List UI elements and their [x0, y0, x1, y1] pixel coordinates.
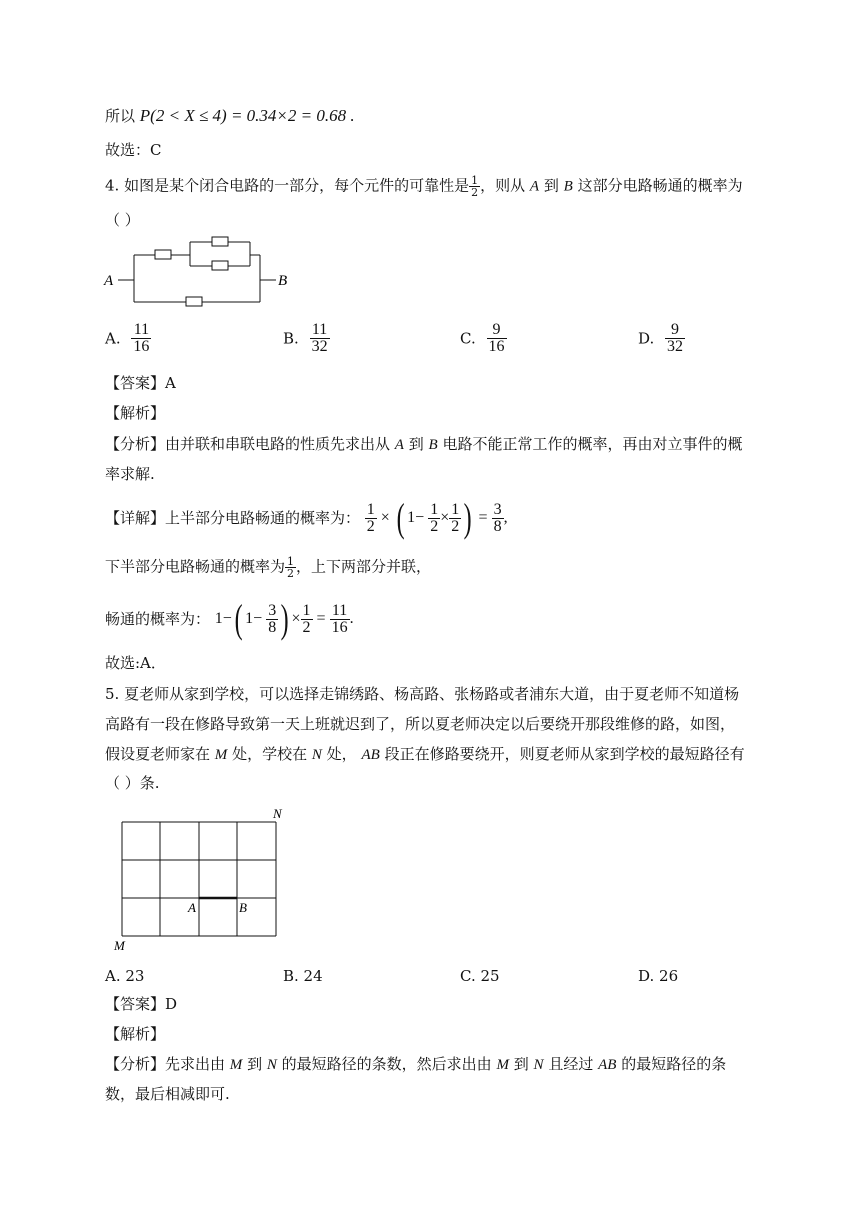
frac-den: 2 [471, 186, 479, 199]
option-label: A. [105, 329, 121, 348]
frac-den: 16 [331, 618, 348, 636]
q5-analysis-1 [105, 1054, 726, 1075]
q4-detail-upper [105, 495, 508, 541]
var-m: M [229, 1057, 243, 1073]
frac-num: 9 [665, 322, 685, 339]
so-text: 所以 [105, 107, 136, 125]
q4-paren: （ ） [105, 211, 140, 229]
text: 的最短路径的条 [621, 1055, 727, 1073]
grid-label-m: M [114, 938, 125, 953]
q5-line-1: 5. 夏老师从家到学校，可以选择走锦绣路、杨高路、张杨路或者浦东大道，由于夏老师不知道杨 [105, 685, 740, 703]
frac-num: 3 [268, 601, 277, 619]
q4-half-fraction [469, 175, 480, 198]
equals-sign: = [478, 509, 488, 526]
q4-answer: 【答案】A [105, 374, 176, 392]
frac-num: 1 [287, 555, 295, 568]
conclusion-line [105, 106, 355, 126]
frac-half [428, 502, 440, 535]
var-n: N [533, 1057, 544, 1073]
frac-den: 8 [268, 618, 277, 636]
probability-formula: P(2 < X ≤ 4) = 0.34×2 = 0.68 . [139, 106, 355, 125]
q4-stem [105, 175, 743, 198]
minus-sign: − [222, 610, 232, 627]
text: 到 [247, 1055, 263, 1073]
frac-den: 8 [493, 517, 502, 535]
q4-option-c [460, 322, 507, 355]
var-a: A [394, 437, 404, 453]
option-label: D. [638, 329, 655, 348]
frac-num: 9 [487, 322, 507, 339]
text: 处，学校在 [232, 745, 308, 763]
var-m: M [214, 747, 228, 763]
text: ，上下两部分并联， [296, 557, 432, 576]
q4-text-a: 4. 如图是某个闭合电路的一部分，每个元件的可靠性是 [105, 176, 470, 195]
frac-num: 1 [302, 601, 311, 619]
q5-option-d: D. 26 [638, 967, 679, 985]
text: 且经过 [548, 1055, 594, 1073]
text: 到 [408, 435, 424, 453]
q5-option-a: A. 23 [105, 967, 145, 985]
q4-option-a [105, 322, 151, 355]
frac-half [285, 556, 296, 579]
circuit-label-a: A [104, 273, 114, 289]
var-n: N [266, 1057, 277, 1073]
frac-three-eighths [492, 502, 504, 535]
q4-analysis-1 [105, 434, 743, 455]
text: 电路不能正常工作的概率，再由对立事件的概 [442, 435, 743, 453]
frac-half [301, 603, 313, 636]
grid-label-b: B [239, 900, 247, 915]
text: 段正在修路要绕开，则夏老师从家到学校的最短路径有 [384, 745, 745, 763]
option-fraction [665, 322, 685, 355]
q5-option-c: C. 25 [460, 967, 500, 985]
frac-den: 2 [366, 517, 375, 535]
frac-num: 1 [471, 174, 479, 187]
frac-den: 32 [311, 338, 328, 355]
minus-sign: − [415, 509, 425, 526]
frac-den: 32 [667, 338, 684, 355]
option-fraction [487, 322, 507, 355]
q5-answer: 【答案】D [105, 995, 178, 1013]
q5-line-2: 高路有一段在修路导致第一天上班就迟到了，所以夏老师决定以后要绕开那段维修的路，如图， [105, 715, 736, 733]
circuit-label-b: B [278, 273, 288, 289]
q5-line-4: （ ）条. [105, 774, 160, 792]
frac-den: 2 [302, 618, 311, 636]
text: 假设夏老师家在 [105, 745, 211, 763]
close-paren: ) [280, 596, 289, 642]
var-ab: AB [598, 1057, 617, 1073]
one: 1 [407, 509, 416, 526]
frac-half [449, 502, 461, 535]
equals-sign: = [316, 610, 326, 627]
times-sign: × [291, 610, 301, 627]
q4-analysis-2: 率求解. [105, 465, 155, 483]
one: 1 [214, 610, 223, 627]
var-n: N [311, 747, 322, 763]
open-paren: ( [234, 596, 243, 642]
var-b: B [428, 437, 438, 453]
frac-num: 1 [451, 500, 460, 518]
var-a: A [529, 178, 540, 195]
var-b: B [563, 178, 573, 195]
var-ab: AB [361, 747, 380, 763]
frac-half [365, 502, 377, 535]
option-fraction [131, 322, 151, 355]
q4-option-b [283, 322, 330, 355]
q4-analysis-heading: 【解析】 [105, 404, 166, 422]
text: 处， [326, 745, 357, 763]
q5-line-3 [105, 744, 745, 765]
frac-num: 11 [310, 322, 330, 339]
grid-label-n: N [273, 806, 282, 821]
q5-analysis-heading: 【解析】 [105, 1025, 166, 1043]
q4-detail-lower [105, 556, 431, 579]
frac-den: 2 [287, 567, 295, 580]
q4-text-d: 这部分电路畅通的概率为 [577, 176, 743, 195]
frac-den: 16 [133, 338, 150, 355]
q4-detail-smooth [105, 596, 354, 642]
choose-c: 故选：C [105, 141, 162, 159]
choose-a: 故选:A． [105, 654, 166, 672]
frac-den: 2 [451, 517, 460, 535]
text: 下半部分电路畅通的概率为 [105, 557, 286, 576]
resistor-bottom [186, 297, 202, 306]
detail-label: 【详解】上半部分电路畅通的概率为： [105, 509, 361, 527]
grid-label-a: A [188, 900, 196, 915]
frac-num: 3 [493, 500, 502, 518]
times-sign: × [440, 509, 450, 526]
grid-diagram [110, 805, 300, 955]
frac-three-eighths [266, 603, 278, 636]
text: 的最短路径的条数，然后求出由 [281, 1055, 492, 1073]
minus-sign: − [253, 610, 263, 627]
resistor-parallel-upper [212, 237, 228, 246]
text: 到 [513, 1055, 529, 1073]
smooth-formula: 1−( 1− $\frac{3}{8}$ ) × $\frac{1}{2}$ = $\frac{11}{16}$ . [214, 596, 354, 642]
frac-num: 1 [366, 500, 375, 518]
frac-num: 11 [330, 603, 350, 620]
frac-eleven-sixteenths [330, 603, 350, 636]
open-paren: ( [396, 495, 405, 541]
close-paren: ) [463, 495, 472, 541]
one: 1 [245, 610, 254, 627]
times-sign: × [380, 509, 390, 526]
frac-den: 16 [488, 338, 505, 355]
q4-option-d [638, 322, 685, 355]
option-label: C. [460, 329, 476, 348]
frac-num: 1 [430, 500, 439, 518]
detail-formula: $\frac{1}{2}$ × ( 1− $\frac{1}{2}$ × $\frac{1}{2}$ ) = $\frac{3}{8}$ , [366, 495, 508, 541]
q5-analysis-2: 数，最后相减即可. [105, 1085, 230, 1103]
q5-option-b: B. 24 [283, 967, 323, 985]
resistor-parallel-lower [212, 261, 228, 270]
option-fraction [310, 322, 330, 355]
text: 【分析】由并联和串联电路的性质先求出从 [105, 435, 391, 453]
circuit-diagram [100, 232, 300, 312]
var-m: M [496, 1057, 509, 1073]
q4-text-b: ，则从 [480, 176, 526, 195]
resistor-top-left [155, 250, 171, 259]
smooth-label: 畅通的概率为： [105, 610, 211, 628]
frac-den: 2 [430, 517, 439, 535]
text: 【分析】先求出由 [105, 1055, 226, 1073]
q4-text-c: 到 [543, 176, 559, 195]
option-label: B. [283, 329, 299, 348]
frac-num: 11 [131, 322, 151, 339]
